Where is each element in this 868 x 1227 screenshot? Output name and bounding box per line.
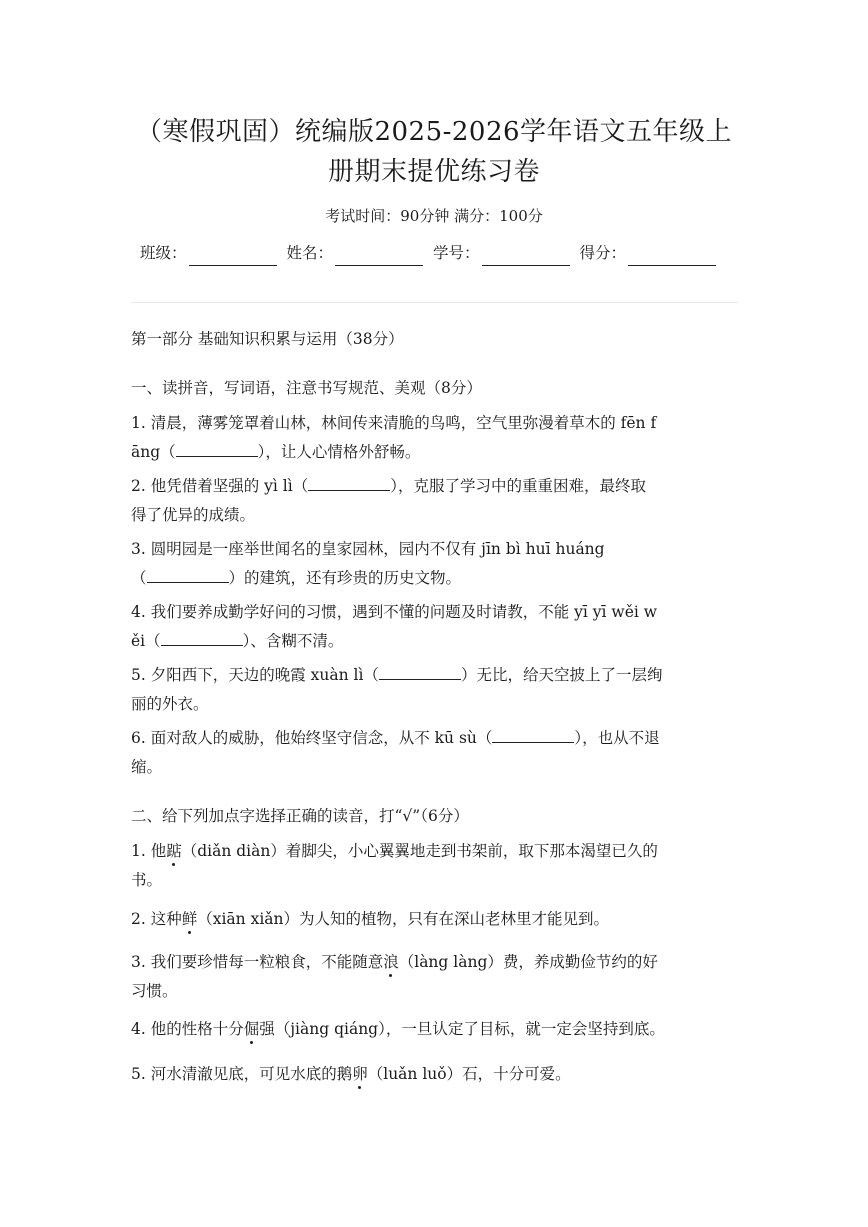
question-1-4 <box>131 598 741 656</box>
question-1-6 <box>131 724 741 782</box>
class-label: 班级： <box>140 244 187 262</box>
answer-blank[interactable] <box>492 724 574 743</box>
question-1-1 <box>131 409 741 467</box>
question-line: 5. 河水清澈见底，可见水底的鹅卵（luǎn luǒ）石，十分可爱。 <box>131 1065 571 1083</box>
question-line: 1. 他踮（diǎn diàn）着脚尖，小心翼翼地走到书架前，取下那本渴望已久的 <box>131 842 658 860</box>
dotted-char: 踮 <box>166 842 182 860</box>
id-label: 学号： <box>433 244 480 262</box>
name-label: 姓名： <box>286 244 334 262</box>
section2-heading: 二、给下列加点字选择正确的读音，打“√”（6分） <box>131 807 469 825</box>
id-blank[interactable] <box>482 246 570 266</box>
question-2-3 <box>131 948 741 1006</box>
question-line: 习惯。 <box>131 982 178 1000</box>
class-field <box>140 240 277 266</box>
page-title: （寒假巩固）统编版2025-2026学年语文五年级上 <box>135 117 733 147</box>
score-field <box>580 240 717 266</box>
question-line: 6. 面对敌人的威胁，他始终坚守信念，从不 kū sù（ ），也从不退 <box>131 724 741 753</box>
dotted-char: 倔 <box>243 1020 260 1038</box>
part1-heading: 第一部分 基础知识积累与运用（38分） <box>131 330 404 348</box>
dotted-char: 鲜 <box>181 910 198 928</box>
question-line: （ ）的建筑，还有珍贵的历史文物。 <box>131 564 741 593</box>
question-2-4 <box>131 1015 741 1044</box>
dotted-char: 浪 <box>383 953 399 971</box>
question-line: 丽的外衣。 <box>131 695 209 713</box>
question-1-2 <box>131 472 741 530</box>
score-blank[interactable] <box>628 246 716 266</box>
exam-meta: 考试时间：90分钟 满分：100分 <box>325 207 543 225</box>
answer-blank[interactable] <box>147 564 229 583</box>
question-1-5 <box>131 661 741 719</box>
dotted-char: 卵 <box>352 1065 368 1083</box>
id-field <box>433 240 570 266</box>
question-line: 书。 <box>131 871 163 889</box>
question-line: 2. 他凭借着坚强的 yì lì（ ），克服了学习中的重重困难，最终取 <box>131 472 741 501</box>
answer-blank[interactable] <box>176 438 258 457</box>
question-2-1 <box>131 837 741 895</box>
class-blank[interactable] <box>189 246 277 266</box>
answer-blank[interactable] <box>308 472 390 491</box>
student-info-row <box>140 240 740 266</box>
question-1-3 <box>131 535 741 593</box>
answer-blank[interactable] <box>161 627 243 646</box>
question-line: 3. 我们要珍惜每一粒粮食，不能随意浪（làng làng）费，养成勤俭节约的好 <box>131 953 658 971</box>
question-line: 5. 夕阳西下，天边的晚霞 xuàn lì（ ）无比，给天空披上了一层绚 <box>131 661 741 690</box>
question-line: ěi（ ）、含糊不清。 <box>131 627 741 656</box>
question-line: 4. 我们要养成勤学好问的习惯，遇到不懂的问题及时请教，不能 yī yī wěi w <box>131 603 658 621</box>
question-2-5 <box>131 1060 741 1089</box>
answer-blank[interactable] <box>379 661 461 680</box>
section1-heading: 一、读拼音，写词语，注意书写规范、美观（8分） <box>131 379 482 397</box>
question-2-2 <box>131 905 741 934</box>
question-line: 缩。 <box>131 758 163 776</box>
name-blank[interactable] <box>335 246 423 266</box>
page-title-line2: 册期末提优练习卷 <box>327 157 540 187</box>
question-line: 3. 圆明园是一座举世闻名的皇家园林，园内不仅有 jīn bì huī huáng <box>131 540 605 558</box>
question-line: āng（ ），让人心情格外舒畅。 <box>131 438 741 467</box>
question-line: 4. 他的性格十分倔强（jiàng qiáng），一旦认定了目标，就一定会坚持到底。 <box>131 1020 665 1038</box>
divider <box>131 302 738 303</box>
score-label: 得分： <box>579 244 627 262</box>
question-line: 1. 清晨，薄雾笼罩着山林，林间传来清脆的鸟鸣，空气里弥漫着草木的 fēn f <box>131 414 657 432</box>
name-field <box>287 240 424 266</box>
question-line: 2. 这种鲜（xiān xiǎn）为人知的植物，只有在深山老林里才能见到。 <box>131 910 610 928</box>
question-line: 得了优异的成绩。 <box>131 506 256 524</box>
